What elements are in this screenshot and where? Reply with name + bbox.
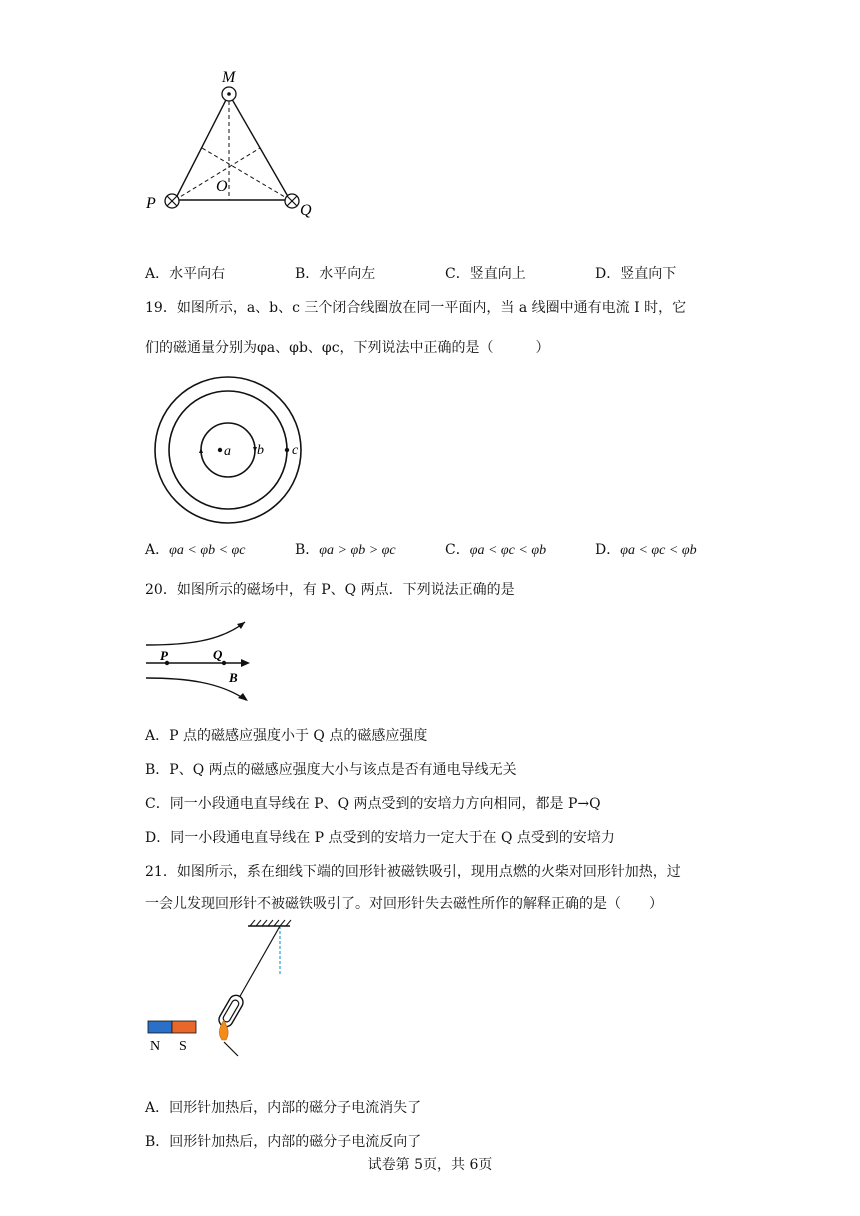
bar-magnet bbox=[148, 1021, 196, 1033]
q20-option-b: B．P、Q 两点的磁感应强度大小与该点是否有通电导线无关 bbox=[145, 762, 517, 778]
q20-option-c: C．同一小段通电直导线在 P、Q 两点受到的安培力方向相同，都是 P→Q bbox=[145, 796, 601, 812]
q19-stem-line1: 19．如图所示，a、b、c 三个闭合线圈放在同一平面内，当 a 线圈中通有电流 I 时，它 bbox=[145, 300, 687, 316]
field-label-q: Q bbox=[213, 647, 223, 662]
triangle-figure bbox=[140, 60, 340, 230]
label-m: M bbox=[222, 69, 236, 86]
q19-stem-line2: 们的磁通量分别为φa、φb、φc，下列说法中正确的是（ ） bbox=[145, 340, 550, 356]
concentric-coils-figure bbox=[140, 370, 320, 530]
field-label-b: B bbox=[229, 670, 238, 685]
label-p: P bbox=[146, 195, 156, 212]
label-q: Q bbox=[300, 202, 312, 219]
q18-option-d: D．竖直向下 bbox=[595, 266, 677, 282]
q20-stem: 20．如图所示的磁场中，有 P、Q 两点．下列说法正确的是 bbox=[145, 582, 515, 598]
magnet-label-n: N bbox=[150, 1039, 161, 1054]
q21-option-b: B．回形针加热后，内部的磁分子电流反向了 bbox=[145, 1134, 422, 1150]
q18-option-c: C．竖直向上 bbox=[445, 266, 526, 282]
q19-option-a: A．φa < φb < φc bbox=[145, 542, 246, 558]
q19-option-d: D．φa < φc < φb bbox=[595, 542, 697, 558]
q21-stem-line1: 21．如图所示，系在细线下端的回形针被磁铁吸引，现用点燃的火柴对回形针加热，过 bbox=[145, 864, 681, 880]
q19-option-b: B．φa > φb > φc bbox=[295, 542, 396, 558]
q18-option-a: A．水平向右 bbox=[145, 266, 226, 282]
coil-label-a: a bbox=[224, 444, 231, 459]
coil-label-b: b bbox=[257, 443, 264, 458]
q20-option-a: A．P 点的磁感应强度小于 Q 点的磁感应强度 bbox=[145, 728, 428, 744]
q21-option-a: A．回形针加热后，内部的磁分子电流消失了 bbox=[145, 1100, 422, 1116]
label-o: O bbox=[216, 178, 228, 195]
coil-label-c: c bbox=[292, 443, 299, 458]
current-in-icon-q bbox=[285, 194, 299, 208]
field-label-p: P bbox=[160, 648, 168, 663]
q19-option-c: C．φa < φc < φb bbox=[445, 542, 547, 558]
magnet-label-s: S bbox=[179, 1039, 187, 1054]
page-footer: 试卷第 5页，共 6页 bbox=[367, 1157, 493, 1173]
q18-option-b: B．水平向左 bbox=[295, 266, 376, 282]
q21-stem-line2: 一会儿发现回形针不被磁铁吸引了。对回形针失去磁性所作的解释正确的是（ ） bbox=[145, 896, 663, 912]
paperclip-magnet-figure bbox=[140, 918, 310, 1063]
magnetic-field-lines-figure bbox=[140, 612, 270, 707]
paperclip-icon bbox=[216, 993, 245, 1029]
q20-option-d: D．同一小段通电直导线在 P 点受到的安培力一定大于在 Q 点受到的安培力 bbox=[145, 830, 615, 846]
current-in-icon-p bbox=[165, 194, 179, 208]
